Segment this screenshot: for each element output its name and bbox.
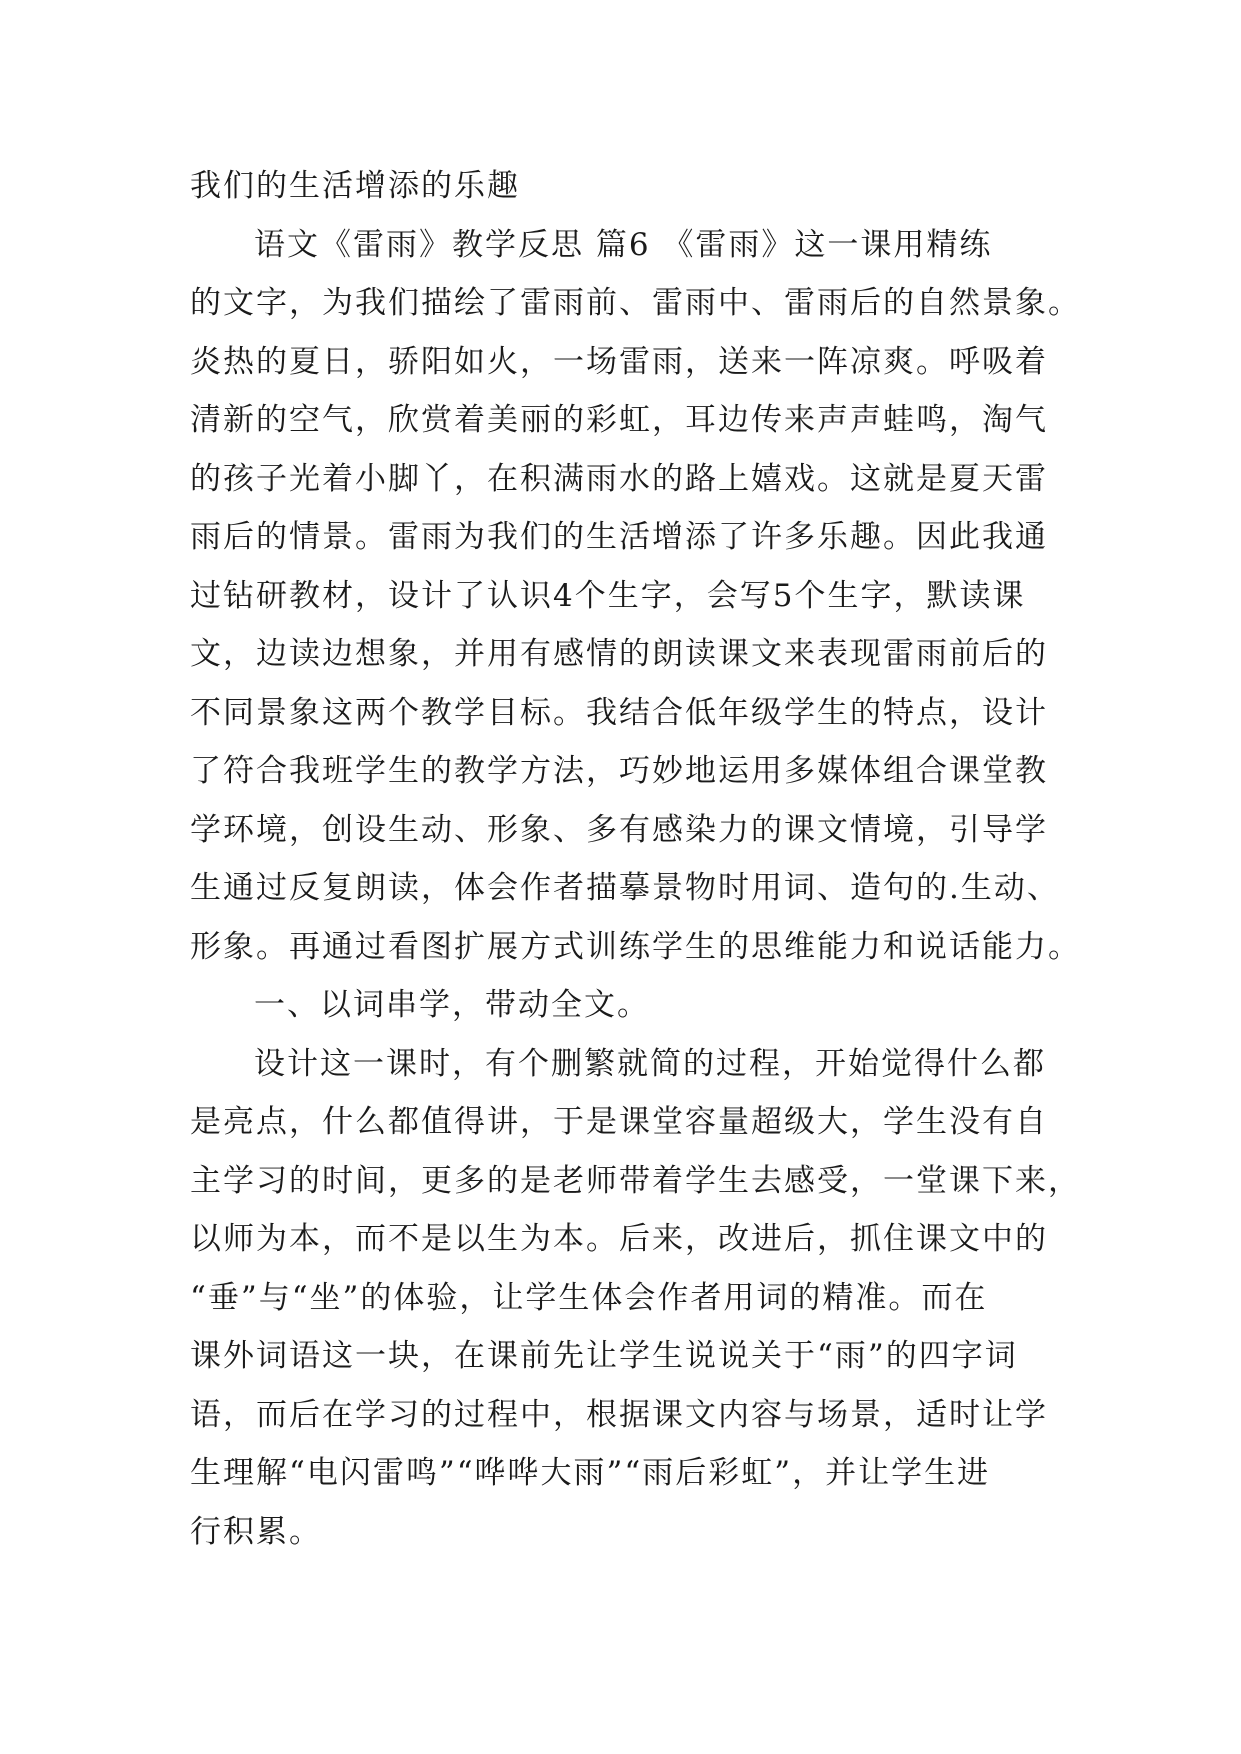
text-line: 生理解“电闪雷鸣”“哗哗大雨”“雨后彩虹”，并让学生进 [190,1455,991,1491]
text-line: 清新的空气，欣赏着美丽的彩虹，耳边传来声声蛙鸣，淘气 [190,402,1048,438]
text-line: 了符合我班学生的教学方法，巧妙地运用多媒体组合课堂教 [190,753,1048,789]
text-line: 主学习的时间，更多的是老师带着学生去感受，一堂课下来， [190,1162,1081,1199]
text-line: 课外词语这一块，在课前先让学生说说关于“雨”的四字词 [190,1338,1018,1374]
body-text [190,157,1081,1561]
text-line: 行积累。 [190,1513,322,1550]
text-line: 一、以词串学，带动全文。 [254,987,650,1023]
text-line: 学环境，创设生动、形象、多有感染力的课文情境，引导学 [190,811,1048,848]
text-line: 形象。再通过看图扩展方式训练学生的思维能力和说话能力。 [190,928,1081,965]
text-line: 我们的生活增添的乐趣 [190,168,520,204]
text-line: 炎热的夏日，骄阳如火，一场雷雨，送来一阵凉爽。呼吸着 [190,343,1048,380]
text-line: 不同景象这两个教学目标。我结合低年级学生的特点，设计 [190,694,1048,731]
text-line: 文，边读边想象，并用有感情的朗读课文来表现雷雨前后的 [190,636,1048,672]
text-line: 语文《雷雨》教学反思 篇6 《雷雨》这一课用精练 [254,226,993,263]
text-line: 语，而后在学习的过程中，根据课文内容与场景，适时让学 [190,1396,1048,1433]
text-line: 过钻研教材，设计了认识4个生字，会写5个生字，默读课 [190,577,1026,614]
text-line: 的孩子光着小脚丫，在积满雨水的路上嬉戏。这就是夏天雷 [190,460,1048,497]
text-line: 设计这一课时，有个删繁就简的过程，开始觉得什么都 [254,1045,1046,1082]
text-line: 雨后的情景。雷雨为我们的生活增添了许多乐趣。因此我通 [190,519,1048,555]
text-line: 以师为本，而不是以生为本。后来，改进后，抓住课文中的 [190,1221,1048,1257]
text-line: “垂”与“坐”的体验，让学生体会作者用词的精准。而在 [190,1279,988,1316]
text-line: 生通过反复朗读，体会作者描摹景物时用词、造句的.生动、 [190,870,1060,906]
text-line: 的文字，为我们描绘了雷雨前、雷雨中、雷雨后的自然景象。 [190,285,1081,321]
text-line: 是亮点，什么都值得讲，于是课堂容量超级大，学生没有自 [190,1104,1048,1140]
